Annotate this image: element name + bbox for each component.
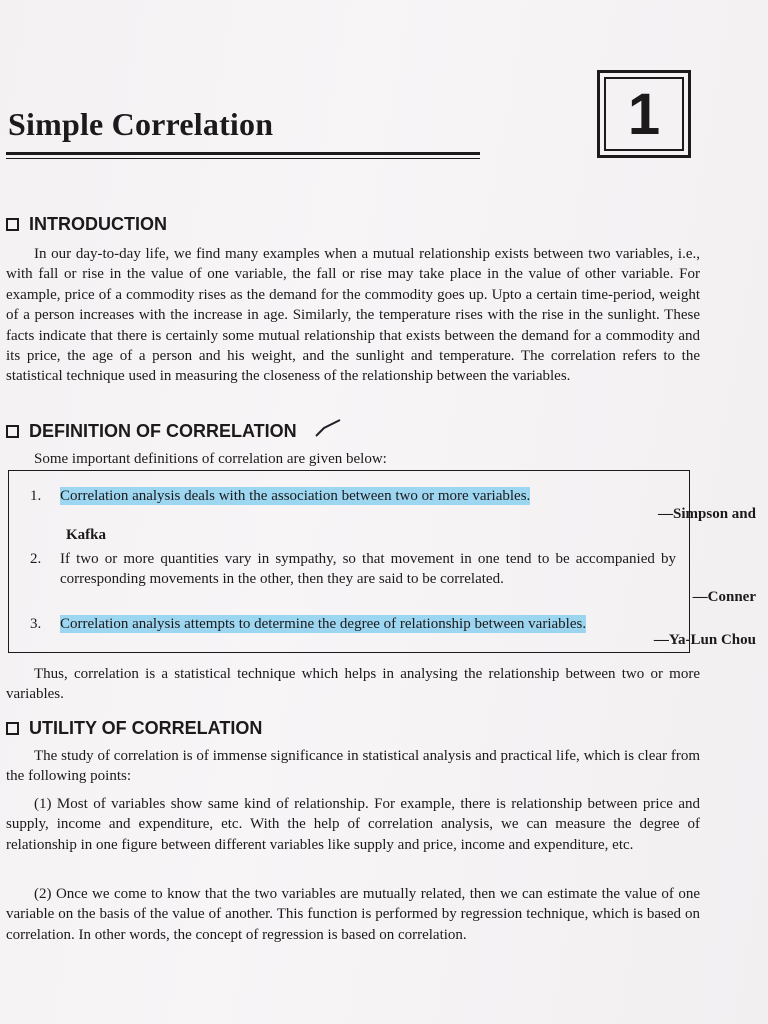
chapter-title: Simple Correlation bbox=[8, 106, 274, 142]
definition-intro: Some important definitions of correlation are given below: bbox=[34, 451, 387, 467]
title-underline-thin bbox=[6, 158, 480, 159]
definition-author-1-cont: Kafka bbox=[66, 527, 107, 543]
utility-point-2: (2) Once we come to know that the two variables are mutually related, then we can estimate the value of one variable on the basis of the value of another. This function is performed by regression technique, which is based on correlation. In other words, the concept of regression is based on correlation. bbox=[6, 886, 700, 943]
definition-author-3: —Ya-Lun Chou bbox=[653, 632, 756, 648]
title-underline bbox=[6, 152, 480, 155]
introduction-heading-text: INTRODUCTION bbox=[29, 214, 167, 234]
chapter-number: 1 bbox=[604, 77, 684, 151]
utility-heading-text: UTILITY OF CORRELATION bbox=[29, 718, 263, 738]
utility-point-1: (1) Most of variables show same kind of relationship. For example, there is relationship between price and supply, income and expenditure, etc. With the help of correlation analysis, we can measure the degree of relationship in one figure between different variables like supply and price, income and expenditure, etc. bbox=[6, 796, 700, 853]
square-bullet-icon bbox=[6, 722, 19, 735]
definition-number: 3. bbox=[30, 616, 42, 632]
square-bullet-icon bbox=[6, 218, 19, 231]
introduction-heading bbox=[6, 214, 167, 235]
definition-text: Correlation analysis attempts to determine the degree of relationship between variables. bbox=[60, 616, 587, 632]
definition-item-2 bbox=[30, 549, 676, 590]
definition-item-1 bbox=[30, 486, 676, 506]
square-bullet-icon bbox=[6, 425, 19, 438]
definition-author-1: —Simpson and bbox=[658, 506, 756, 522]
definition-text: Correlation analysis deals with the association between two or more variables. bbox=[60, 488, 531, 504]
definition-heading bbox=[6, 421, 297, 442]
definition-item-3 bbox=[30, 614, 676, 634]
definition-number: 2. bbox=[30, 551, 42, 567]
chapter-number-box bbox=[597, 70, 691, 158]
utility-heading bbox=[6, 718, 262, 739]
definition-text: If two or more quantities vary in sympathy, so that movement in one tend to be accompanied by corresponding movements in the other, then they are said to be correlated. bbox=[60, 551, 676, 588]
definition-conclusion: Thus, correlation is a statistical technique which helps in analysing the relationship between two or more variables. bbox=[6, 666, 700, 703]
definition-number: 1. bbox=[30, 488, 42, 504]
introduction-paragraph: In our day-to-day life, we find many examples when a mutual relationship exists between two variables, i.e., with fall or rise in the value of one variable, the fall or rise may take place in the value of other variable. For example, price of a commodity rises as the demand for the commodity goes up. Upto a certain time-period, weight of a person increases with the increase in age. Similarly, the temperature rises with the rise in the sunlight. These facts indicate that there is certainly some mutual relationship that exists between the demand for a commodity and its price, the age of a person and his weight, and the sunlight and temperature. The correlation refers to the statistical technique used in measuring the closeness of the relationship between the variables. bbox=[6, 246, 700, 385]
utility-intro: The study of correlation is of immense significance in statistical analysis and practical life, which is clear from the following points: bbox=[6, 748, 700, 785]
definition-author-2: —Conner bbox=[692, 589, 756, 605]
definition-heading-text: DEFINITION OF CORRELATION bbox=[29, 421, 297, 441]
